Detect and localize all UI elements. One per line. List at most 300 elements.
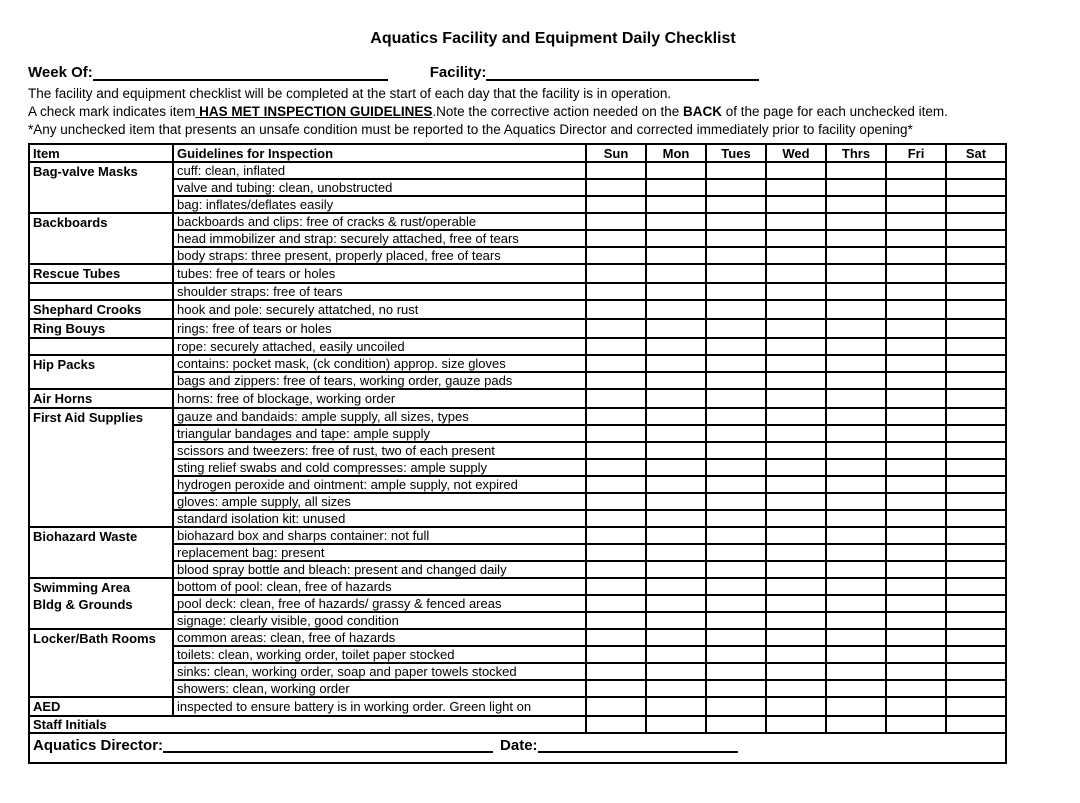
- table-row: [29, 646, 1006, 663]
- check-cell-sat[interactable]: [946, 372, 1006, 389]
- guideline-cell: valve and tubing: clean, unobstructed: [173, 179, 586, 196]
- check-cell-tues[interactable]: [706, 372, 766, 389]
- check-cell-wed[interactable]: [766, 162, 826, 179]
- check-cell-sun[interactable]: [586, 510, 646, 527]
- table-row: [29, 561, 1006, 578]
- date-field[interactable]: [538, 737, 738, 753]
- guideline-cell: horns: free of blockage, working order: [173, 389, 586, 408]
- check-cell-fri[interactable]: [886, 697, 946, 716]
- check-cell-sat[interactable]: [946, 196, 1006, 213]
- check-cell-tues[interactable]: [706, 355, 766, 372]
- check-cell-mon[interactable]: [646, 425, 706, 442]
- check-cell-fri[interactable]: [886, 355, 946, 372]
- check-cell-thrs[interactable]: [826, 527, 886, 544]
- check-cell-tues[interactable]: [706, 544, 766, 561]
- check-cell-tues[interactable]: [706, 493, 766, 510]
- check-cell-sat[interactable]: [946, 338, 1006, 355]
- check-cell-thrs[interactable]: [826, 338, 886, 355]
- check-cell-sun[interactable]: [586, 213, 646, 230]
- check-cell-fri[interactable]: [886, 319, 946, 338]
- table-row: [29, 179, 1006, 196]
- check-cell-mon[interactable]: [646, 338, 706, 355]
- check-cell-fri[interactable]: [886, 408, 946, 425]
- check-cell-thrs[interactable]: [826, 476, 886, 493]
- check-cell-tues[interactable]: [706, 300, 766, 319]
- check-cell-sun[interactable]: [586, 561, 646, 578]
- check-cell-mon[interactable]: [646, 442, 706, 459]
- item-cell-air-horns: [29, 389, 173, 408]
- week-of-label: Week Of:: [28, 64, 93, 81]
- check-cell-thrs[interactable]: [826, 300, 886, 319]
- check-cell-fri[interactable]: [886, 629, 946, 646]
- check-cell-wed[interactable]: [766, 389, 826, 408]
- check-cell-mon[interactable]: [646, 196, 706, 213]
- check-cell-mon[interactable]: [646, 319, 706, 338]
- check-cell-tues[interactable]: [706, 561, 766, 578]
- check-cell-wed[interactable]: [766, 425, 826, 442]
- check-cell-sun[interactable]: [586, 408, 646, 425]
- check-cell-wed[interactable]: [766, 264, 826, 283]
- check-cell-thrs[interactable]: [826, 372, 886, 389]
- check-cell-sat[interactable]: [946, 680, 1006, 697]
- item-label-line: First Aid Supplies: [33, 410, 144, 425]
- check-cell-sun[interactable]: [586, 663, 646, 680]
- table-row: [29, 372, 1006, 389]
- check-cell-thrs[interactable]: [826, 283, 886, 300]
- check-cell-sun[interactable]: [586, 425, 646, 442]
- guideline-cell: tubes: free of tears or holes: [173, 264, 586, 283]
- check-cell-fri[interactable]: [886, 283, 946, 300]
- check-cell-wed[interactable]: [766, 510, 826, 527]
- check-cell-fri[interactable]: [886, 459, 946, 476]
- check-cell-sat[interactable]: [946, 646, 1006, 663]
- check-cell-mon[interactable]: [646, 561, 706, 578]
- staff-initials-cell-fri[interactable]: [886, 716, 946, 733]
- table-row: [29, 389, 1006, 408]
- check-cell-sun[interactable]: [586, 372, 646, 389]
- check-cell-sat[interactable]: [946, 425, 1006, 442]
- check-cell-sat[interactable]: [946, 389, 1006, 408]
- check-cell-mon[interactable]: [646, 527, 706, 544]
- item-label-line: Hip Packs: [33, 357, 96, 372]
- check-cell-fri[interactable]: [886, 493, 946, 510]
- check-cell-fri[interactable]: [886, 442, 946, 459]
- check-cell-wed[interactable]: [766, 247, 826, 264]
- item-cell-rescue-tubes: [29, 264, 173, 283]
- check-cell-thrs[interactable]: [826, 264, 886, 283]
- check-cell-tues[interactable]: [706, 338, 766, 355]
- check-cell-fri[interactable]: [886, 372, 946, 389]
- check-cell-thrs[interactable]: [826, 544, 886, 561]
- check-cell-tues[interactable]: [706, 389, 766, 408]
- check-cell-thrs[interactable]: [826, 247, 886, 264]
- check-cell-thrs[interactable]: [826, 230, 886, 247]
- check-cell-sat[interactable]: [946, 595, 1006, 612]
- check-cell-wed[interactable]: [766, 459, 826, 476]
- check-cell-sat[interactable]: [946, 408, 1006, 425]
- check-cell-tues[interactable]: [706, 162, 766, 179]
- check-cell-sat[interactable]: [946, 493, 1006, 510]
- check-cell-thrs[interactable]: [826, 162, 886, 179]
- check-cell-sun[interactable]: [586, 697, 646, 716]
- check-cell-wed[interactable]: [766, 527, 826, 544]
- check-cell-thrs[interactable]: [826, 389, 886, 408]
- check-cell-fri[interactable]: [886, 595, 946, 612]
- table-row: [29, 162, 1006, 179]
- item-label-line: Rescue Tubes: [33, 266, 121, 281]
- check-cell-wed[interactable]: [766, 646, 826, 663]
- check-cell-sat[interactable]: [946, 459, 1006, 476]
- week-facility-row: [28, 62, 1080, 81]
- check-cell-wed[interactable]: [766, 179, 826, 196]
- check-cell-sat[interactable]: [946, 230, 1006, 247]
- check-cell-sun[interactable]: [586, 338, 646, 355]
- check-cell-mon[interactable]: [646, 372, 706, 389]
- column-header-guidelines-for-inspection: Guidelines for Inspection: [173, 144, 586, 162]
- column-header-mon: Mon: [646, 144, 706, 162]
- staff-initials-cell-sat[interactable]: [946, 716, 1006, 733]
- check-cell-mon[interactable]: [646, 578, 706, 595]
- check-cell-sat[interactable]: [946, 612, 1006, 629]
- check-cell-sun[interactable]: [586, 442, 646, 459]
- column-header-fri: Fri: [886, 144, 946, 162]
- check-cell-wed[interactable]: [766, 196, 826, 213]
- week-of-field[interactable]: [93, 65, 388, 81]
- check-cell-fri[interactable]: [886, 162, 946, 179]
- check-cell-wed[interactable]: [766, 408, 826, 425]
- check-cell-wed[interactable]: [766, 629, 826, 646]
- check-cell-thrs[interactable]: [826, 179, 886, 196]
- check-cell-thrs[interactable]: [826, 680, 886, 697]
- check-cell-wed[interactable]: [766, 283, 826, 300]
- check-cell-fri[interactable]: [886, 338, 946, 355]
- signature-cell: [29, 733, 1006, 763]
- check-cell-sat[interactable]: [946, 162, 1006, 179]
- check-cell-sat[interactable]: [946, 476, 1006, 493]
- check-cell-thrs[interactable]: [826, 196, 886, 213]
- check-cell-sat[interactable]: [946, 663, 1006, 680]
- check-cell-fri[interactable]: [886, 213, 946, 230]
- checklist-table: [28, 143, 1007, 764]
- staff-initials-cell-thrs[interactable]: [826, 716, 886, 733]
- check-cell-sun[interactable]: [586, 476, 646, 493]
- check-cell-sat[interactable]: [946, 264, 1006, 283]
- check-cell-fri[interactable]: [886, 527, 946, 544]
- item-cell-aed: [29, 697, 173, 716]
- check-cell-sun[interactable]: [586, 319, 646, 338]
- item-label-line: Ring Bouys: [33, 321, 106, 336]
- check-cell-fri[interactable]: [886, 425, 946, 442]
- table-row: [29, 408, 1006, 425]
- check-cell-sun[interactable]: [586, 283, 646, 300]
- check-cell-sat[interactable]: [946, 300, 1006, 319]
- check-cell-sat[interactable]: [946, 527, 1006, 544]
- guideline-cell: biohazard box and sharps container: not full: [173, 527, 586, 544]
- guideline-cell: head immobilizer and strap: securely attached, free of tears: [173, 230, 586, 247]
- check-cell-thrs[interactable]: [826, 493, 886, 510]
- guideline-cell: bottom of pool: clean, free of hazards: [173, 578, 586, 595]
- check-cell-mon[interactable]: [646, 629, 706, 646]
- table-row: [29, 578, 1006, 595]
- check-cell-tues[interactable]: [706, 527, 766, 544]
- check-cell-wed[interactable]: [766, 544, 826, 561]
- table-row: [29, 493, 1006, 510]
- table-row: [29, 283, 1006, 300]
- check-cell-fri[interactable]: [886, 196, 946, 213]
- check-cell-sat[interactable]: [946, 319, 1006, 338]
- column-header-sun: Sun: [586, 144, 646, 162]
- check-cell-sun[interactable]: [586, 544, 646, 561]
- check-cell-sat[interactable]: [946, 213, 1006, 230]
- check-cell-mon[interactable]: [646, 697, 706, 716]
- item-cell-empty: [29, 338, 173, 355]
- table-row: [29, 300, 1006, 319]
- check-cell-thrs[interactable]: [826, 319, 886, 338]
- check-cell-mon[interactable]: [646, 230, 706, 247]
- check-cell-wed[interactable]: [766, 680, 826, 697]
- check-cell-thrs[interactable]: [826, 408, 886, 425]
- check-cell-sat[interactable]: [946, 544, 1006, 561]
- check-cell-sat[interactable]: [946, 629, 1006, 646]
- check-cell-mon[interactable]: [646, 595, 706, 612]
- item-label-line: Swimming Area: [33, 580, 131, 595]
- intro-line-2-pre: A check mark indicates item: [28, 104, 196, 119]
- check-cell-mon[interactable]: [646, 389, 706, 408]
- check-cell-wed[interactable]: [766, 493, 826, 510]
- page-title: Aquatics Facility and Equipment Daily Checklist: [370, 30, 736, 47]
- check-cell-sat[interactable]: [946, 179, 1006, 196]
- item-label-line: Shephard Crooks: [33, 302, 142, 317]
- check-cell-mon[interactable]: [646, 408, 706, 425]
- check-cell-thrs[interactable]: [826, 663, 886, 680]
- check-cell-sat[interactable]: [946, 561, 1006, 578]
- check-cell-wed[interactable]: [766, 612, 826, 629]
- check-cell-mon[interactable]: [646, 510, 706, 527]
- staff-initials-cell-tues[interactable]: [706, 716, 766, 733]
- check-cell-sat[interactable]: [946, 247, 1006, 264]
- check-cell-thrs[interactable]: [826, 578, 886, 595]
- item-label-line: Bldg & Grounds: [33, 597, 133, 612]
- check-cell-sat[interactable]: [946, 283, 1006, 300]
- check-cell-fri[interactable]: [886, 578, 946, 595]
- check-cell-wed[interactable]: [766, 442, 826, 459]
- table-row: [29, 544, 1006, 561]
- table-row: [29, 355, 1006, 372]
- check-cell-thrs[interactable]: [826, 646, 886, 663]
- guideline-cell: pool deck: clean, free of hazards/ grassy & fenced areas: [173, 595, 586, 612]
- check-cell-fri[interactable]: [886, 389, 946, 408]
- check-cell-tues[interactable]: [706, 196, 766, 213]
- check-cell-thrs[interactable]: [826, 213, 886, 230]
- check-cell-thrs[interactable]: [826, 629, 886, 646]
- check-cell-sun[interactable]: [586, 247, 646, 264]
- check-cell-fri[interactable]: [886, 510, 946, 527]
- check-cell-sun[interactable]: [586, 230, 646, 247]
- check-cell-fri[interactable]: [886, 476, 946, 493]
- check-cell-mon[interactable]: [646, 493, 706, 510]
- check-cell-thrs[interactable]: [826, 425, 886, 442]
- check-cell-tues[interactable]: [706, 646, 766, 663]
- aquatics-director-field[interactable]: [163, 737, 493, 753]
- check-cell-mon[interactable]: [646, 646, 706, 663]
- check-cell-sun[interactable]: [586, 680, 646, 697]
- check-cell-mon[interactable]: [646, 476, 706, 493]
- staff-initials-cell-mon[interactable]: [646, 716, 706, 733]
- check-cell-wed[interactable]: [766, 595, 826, 612]
- check-cell-wed[interactable]: [766, 338, 826, 355]
- check-cell-mon[interactable]: [646, 612, 706, 629]
- check-cell-thrs[interactable]: [826, 355, 886, 372]
- guideline-cell: bag: inflates/deflates easily: [173, 196, 586, 213]
- check-cell-tues[interactable]: [706, 425, 766, 442]
- check-cell-sat[interactable]: [946, 697, 1006, 716]
- check-cell-tues[interactable]: [706, 264, 766, 283]
- check-cell-fri[interactable]: [886, 646, 946, 663]
- check-cell-wed[interactable]: [766, 355, 826, 372]
- check-cell-mon[interactable]: [646, 264, 706, 283]
- check-cell-sat[interactable]: [946, 578, 1006, 595]
- check-cell-mon[interactable]: [646, 213, 706, 230]
- inspection-guidelines-emphasis: HAS MET INSPECTION GUIDELINES: [195, 104, 433, 119]
- check-cell-wed[interactable]: [766, 213, 826, 230]
- check-cell-sun[interactable]: [586, 389, 646, 408]
- check-cell-mon[interactable]: [646, 680, 706, 697]
- check-cell-thrs[interactable]: [826, 459, 886, 476]
- item-cell-swimming-area-bldg-grounds: [29, 578, 173, 629]
- item-cell-biohazard-waste: [29, 527, 173, 578]
- check-cell-thrs[interactable]: [826, 595, 886, 612]
- table-row: [29, 697, 1006, 716]
- staff-initials-cell-wed[interactable]: [766, 716, 826, 733]
- check-cell-tues[interactable]: [706, 230, 766, 247]
- check-cell-tues[interactable]: [706, 595, 766, 612]
- guideline-cell: body straps: three present, properly placed, free of tears: [173, 247, 586, 264]
- check-cell-fri[interactable]: [886, 612, 946, 629]
- check-cell-tues[interactable]: [706, 408, 766, 425]
- check-cell-fri[interactable]: [886, 230, 946, 247]
- check-cell-mon[interactable]: [646, 179, 706, 196]
- item-label-line: Biohazard Waste: [33, 529, 138, 544]
- guideline-cell: showers: clean, working order: [173, 680, 586, 697]
- check-cell-tues[interactable]: [706, 179, 766, 196]
- check-cell-thrs[interactable]: [826, 442, 886, 459]
- table-row: [29, 510, 1006, 527]
- check-cell-tues[interactable]: [706, 510, 766, 527]
- check-cell-sat[interactable]: [946, 355, 1006, 372]
- check-cell-fri[interactable]: [886, 680, 946, 697]
- staff-initials-cell-sun[interactable]: [586, 716, 646, 733]
- check-cell-sat[interactable]: [946, 510, 1006, 527]
- check-cell-thrs[interactable]: [826, 561, 886, 578]
- check-cell-tues[interactable]: [706, 213, 766, 230]
- check-cell-thrs[interactable]: [826, 697, 886, 716]
- check-cell-tues[interactable]: [706, 442, 766, 459]
- check-cell-sun[interactable]: [586, 612, 646, 629]
- check-cell-mon[interactable]: [646, 663, 706, 680]
- check-cell-sun[interactable]: [586, 459, 646, 476]
- check-cell-wed[interactable]: [766, 476, 826, 493]
- signature-row: [29, 733, 1006, 763]
- check-cell-sun[interactable]: [586, 646, 646, 663]
- check-cell-fri[interactable]: [886, 179, 946, 196]
- check-cell-sun[interactable]: [586, 527, 646, 544]
- check-cell-wed[interactable]: [766, 561, 826, 578]
- check-cell-wed[interactable]: [766, 697, 826, 716]
- check-cell-tues[interactable]: [706, 459, 766, 476]
- check-cell-sun[interactable]: [586, 179, 646, 196]
- check-cell-wed[interactable]: [766, 372, 826, 389]
- check-cell-sun[interactable]: [586, 629, 646, 646]
- check-cell-sun[interactable]: [586, 264, 646, 283]
- table-header-row: [29, 144, 1006, 162]
- check-cell-wed[interactable]: [766, 230, 826, 247]
- check-cell-tues[interactable]: [706, 283, 766, 300]
- check-cell-tues[interactable]: [706, 663, 766, 680]
- check-cell-mon[interactable]: [646, 544, 706, 561]
- check-cell-sat[interactable]: [946, 442, 1006, 459]
- check-cell-wed[interactable]: [766, 319, 826, 338]
- check-cell-tues[interactable]: [706, 319, 766, 338]
- check-cell-fri[interactable]: [886, 561, 946, 578]
- guideline-cell: common areas: clean, free of hazards: [173, 629, 586, 646]
- check-cell-fri[interactable]: [886, 247, 946, 264]
- check-cell-tues[interactable]: [706, 612, 766, 629]
- check-cell-sun[interactable]: [586, 578, 646, 595]
- check-cell-mon[interactable]: [646, 355, 706, 372]
- check-cell-tues[interactable]: [706, 247, 766, 264]
- check-cell-fri[interactable]: [886, 300, 946, 319]
- check-cell-mon[interactable]: [646, 247, 706, 264]
- check-cell-fri[interactable]: [886, 663, 946, 680]
- check-cell-mon[interactable]: [646, 283, 706, 300]
- check-cell-sun[interactable]: [586, 162, 646, 179]
- check-cell-wed[interactable]: [766, 300, 826, 319]
- facility-field[interactable]: [486, 65, 759, 81]
- intro-line-2: [28, 103, 1080, 121]
- check-cell-sun[interactable]: [586, 196, 646, 213]
- check-cell-mon[interactable]: [646, 162, 706, 179]
- check-cell-mon[interactable]: [646, 459, 706, 476]
- table-row: [29, 442, 1006, 459]
- check-cell-sun[interactable]: [586, 493, 646, 510]
- check-cell-fri[interactable]: [886, 264, 946, 283]
- check-cell-tues[interactable]: [706, 680, 766, 697]
- staff-initials-row: [29, 716, 1006, 733]
- check-cell-tues[interactable]: [706, 578, 766, 595]
- check-cell-wed[interactable]: [766, 663, 826, 680]
- check-cell-mon[interactable]: [646, 300, 706, 319]
- item-label-line: AED: [33, 699, 61, 714]
- check-cell-fri[interactable]: [886, 544, 946, 561]
- aquatics-director-label: Aquatics Director:: [33, 737, 164, 754]
- check-cell-tues[interactable]: [706, 476, 766, 493]
- check-cell-tues[interactable]: [706, 697, 766, 716]
- check-cell-tues[interactable]: [706, 629, 766, 646]
- column-header-tues: Tues: [706, 144, 766, 162]
- check-cell-wed[interactable]: [766, 578, 826, 595]
- guideline-cell: inspected to ensure battery is in working order. Green light on: [173, 697, 586, 716]
- guideline-cell: blood spray bottle and bleach: present and changed daily: [173, 561, 586, 578]
- check-cell-sun[interactable]: [586, 300, 646, 319]
- check-cell-sun[interactable]: [586, 595, 646, 612]
- guideline-cell: sting relief swabs and cold compresses: ample supply: [173, 459, 586, 476]
- item-cell-shephard-crooks: [29, 300, 173, 319]
- check-cell-thrs[interactable]: [826, 612, 886, 629]
- item-cell-ring-bouys: [29, 319, 173, 338]
- check-cell-sun[interactable]: [586, 355, 646, 372]
- check-cell-thrs[interactable]: [826, 510, 886, 527]
- table-row: [29, 595, 1006, 612]
